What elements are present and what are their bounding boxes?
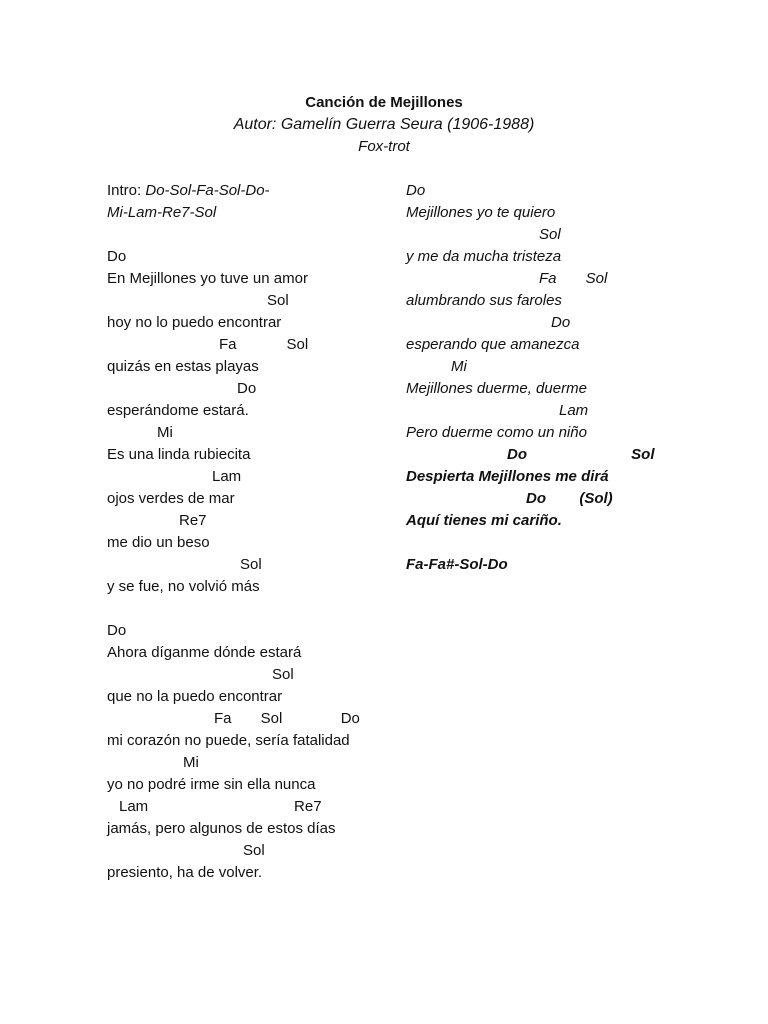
line-text: Despierta Mejillones me dirá bbox=[406, 468, 609, 485]
line-text: Do bbox=[237, 380, 257, 397]
lyric-line bbox=[107, 752, 397, 774]
lyric-line bbox=[406, 466, 706, 488]
line-text: Fa Sol Do bbox=[214, 710, 360, 727]
line-text: Lam Re7 bbox=[119, 798, 322, 815]
lyric-line bbox=[107, 774, 397, 796]
lyric-line bbox=[406, 488, 706, 510]
lyric-line bbox=[107, 356, 397, 378]
song-title: Canción de Mejillones bbox=[305, 94, 463, 111]
lyric-line bbox=[107, 268, 397, 290]
lyric-line bbox=[406, 444, 706, 466]
lyric-line bbox=[406, 422, 706, 444]
lyric-line bbox=[406, 334, 706, 356]
lyric-line bbox=[406, 356, 706, 378]
line-text: Pero duerme como un niño bbox=[406, 424, 587, 441]
line-text: y se fue, no volvió más bbox=[107, 578, 260, 595]
line-text: Sol bbox=[272, 666, 294, 683]
blank-line bbox=[406, 532, 706, 554]
blank-line bbox=[107, 598, 397, 620]
line-text: y me da mucha tristeza bbox=[406, 248, 562, 265]
lyric-line bbox=[406, 180, 706, 202]
lyric-line bbox=[406, 268, 706, 290]
line-text: Fa-Fa#-Sol-Do bbox=[406, 556, 508, 573]
lyric-line bbox=[107, 334, 397, 356]
lyric-line bbox=[406, 202, 706, 224]
line-text: mi corazón no puede, sería fatalidad bbox=[107, 732, 350, 749]
line-text: esperándome estará. bbox=[107, 402, 249, 419]
line-text: Mi-Lam-Re7-Sol bbox=[107, 204, 217, 221]
song-style: Fox-trot bbox=[358, 138, 410, 155]
line-text: hoy no lo puedo encontrar bbox=[107, 314, 282, 331]
lyric-line bbox=[406, 246, 706, 268]
lyric-line bbox=[406, 400, 706, 422]
line-extra: Do-Sol-Fa-Sol-Do- bbox=[145, 182, 270, 199]
lyric-line bbox=[107, 246, 397, 268]
lyric-line bbox=[107, 642, 397, 664]
line-text: Sol bbox=[539, 226, 561, 243]
lyric-line bbox=[107, 400, 397, 422]
lyric-line bbox=[406, 378, 706, 400]
line-text: que no la puedo encontrar bbox=[107, 688, 283, 705]
line-text: alumbrando sus faroles bbox=[406, 292, 562, 309]
lyric-line bbox=[107, 730, 397, 752]
lyric-line bbox=[107, 620, 397, 642]
blank-line bbox=[107, 224, 397, 246]
line-text: Do bbox=[107, 248, 127, 265]
line-text: Fa Sol bbox=[539, 270, 608, 287]
line-text: Lam bbox=[559, 402, 589, 419]
line-text: Mi bbox=[451, 358, 467, 375]
lyric-line bbox=[406, 510, 706, 532]
song-author: Autor: Gamelín Guerra Seura (1906-1988) bbox=[233, 116, 535, 133]
lyric-line bbox=[107, 444, 397, 466]
lyric-line bbox=[406, 224, 706, 246]
line-text: Lam bbox=[212, 468, 242, 485]
lyric-line bbox=[107, 312, 397, 334]
lyric-line bbox=[107, 378, 397, 400]
lyric-line bbox=[107, 708, 397, 730]
lyric-line bbox=[406, 312, 706, 334]
lyric-line bbox=[406, 554, 706, 576]
line-text: presiento, ha de volver. bbox=[107, 864, 263, 881]
left-column bbox=[107, 180, 397, 884]
line-text: Do bbox=[551, 314, 571, 331]
lyric-line bbox=[107, 510, 397, 532]
line-text: Mi bbox=[183, 754, 199, 771]
line-text: ojos verdes de mar bbox=[107, 490, 235, 507]
line-text: Aquí tienes mi cariño. bbox=[406, 512, 562, 529]
lyric-line bbox=[107, 686, 397, 708]
line-text: Do (Sol) bbox=[526, 490, 613, 507]
lyric-line bbox=[107, 818, 397, 840]
line-text: Do bbox=[107, 622, 127, 639]
line-text: Sol bbox=[243, 842, 265, 859]
line-text: Mejillones yo te quiero bbox=[406, 204, 556, 221]
line-text: Fa Sol bbox=[219, 336, 309, 353]
lyric-line bbox=[107, 422, 397, 444]
lyric-line bbox=[107, 202, 397, 224]
line-text: me dio un beso bbox=[107, 534, 210, 551]
lyric-line bbox=[107, 532, 397, 554]
line-text: Es una linda rubiecita bbox=[107, 446, 251, 463]
lyric-line bbox=[107, 488, 397, 510]
right-column bbox=[406, 180, 706, 576]
lyric-line bbox=[107, 554, 397, 576]
lyric-line bbox=[107, 466, 397, 488]
line-text: Intro: bbox=[107, 182, 146, 199]
line-text: Ahora díganme dónde estará bbox=[107, 644, 302, 661]
lyric-line bbox=[107, 862, 397, 884]
line-text: Sol bbox=[267, 292, 289, 309]
line-text: Do Sol bbox=[507, 446, 655, 463]
lyric-line bbox=[107, 796, 397, 818]
lyric-line bbox=[107, 180, 397, 202]
line-text: Do bbox=[406, 182, 426, 199]
line-text: Re7 bbox=[179, 512, 207, 529]
line-text: Mejillones duerme, duerme bbox=[406, 380, 587, 397]
line-text: Sol bbox=[240, 556, 262, 573]
lyric-line bbox=[107, 664, 397, 686]
lyric-line bbox=[107, 840, 397, 862]
line-text: quizás en estas playas bbox=[107, 358, 259, 375]
lyric-line bbox=[107, 576, 397, 598]
line-text: yo no podré irme sin ella nunca bbox=[107, 776, 316, 793]
lyric-line bbox=[406, 290, 706, 312]
line-text: esperando que amanezca bbox=[406, 336, 580, 353]
line-text: Mi bbox=[157, 424, 173, 441]
line-text: En Mejillones yo tuve un amor bbox=[107, 270, 308, 287]
line-text: jamás, pero algunos de estos días bbox=[107, 820, 336, 837]
lyric-line bbox=[107, 290, 397, 312]
